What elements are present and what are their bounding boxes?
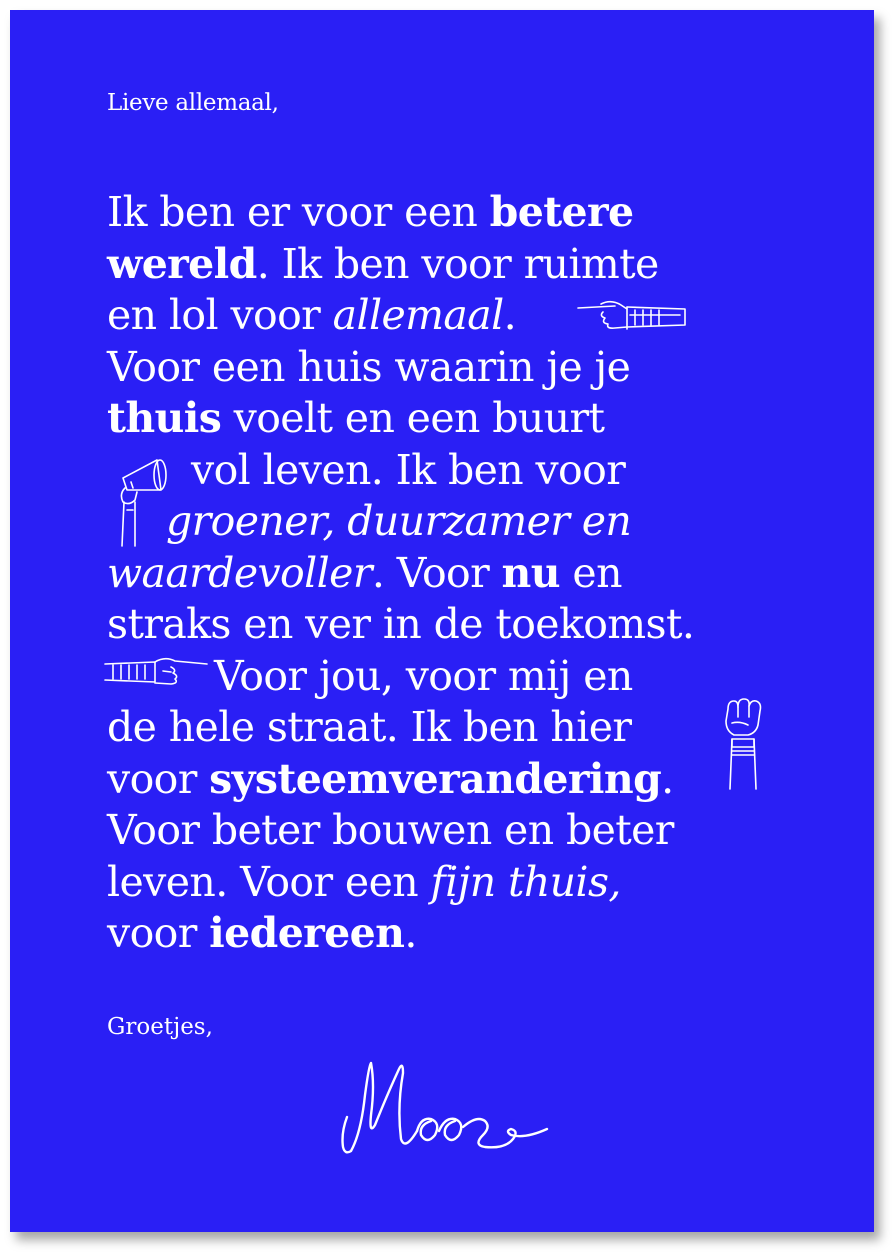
letter-line xyxy=(191,444,625,496)
letter-line xyxy=(107,701,631,753)
letter-line xyxy=(107,392,604,444)
letter-line xyxy=(107,186,634,238)
letter-line xyxy=(107,907,417,959)
letter-line xyxy=(166,495,631,547)
emphasis-italic: allemaal xyxy=(332,291,504,339)
text-segment: straks en ver in de toekomst. xyxy=(107,600,695,648)
text-segment: Ik ben er voor een xyxy=(107,188,490,236)
letter-line xyxy=(107,289,516,341)
text-segment: Voor jou, voor mij en xyxy=(214,652,633,700)
letter-line xyxy=(107,804,674,856)
letter-line xyxy=(107,341,630,393)
letter-line xyxy=(107,238,659,290)
text-segment: . xyxy=(503,291,517,339)
closing: Groetjes, xyxy=(107,1014,213,1040)
raised-fist-icon xyxy=(718,695,768,791)
emphasis-italic: fijn thuis, xyxy=(430,858,621,906)
letter-poster xyxy=(10,10,874,1232)
emphasis-bold: systeemverandering xyxy=(209,755,662,803)
letter-line xyxy=(107,598,694,650)
emphasis-bold: betere xyxy=(489,188,634,236)
text-segment: en lol voor xyxy=(107,291,333,339)
text-segment: voelt en een buurt xyxy=(221,394,605,442)
text-segment: vol leven. Ik ben voor xyxy=(191,446,626,494)
pointing-hand-left-icon xyxy=(575,295,690,335)
text-segment: leven. Voor een xyxy=(107,858,431,906)
text-segment: . xyxy=(661,755,674,803)
letter-line xyxy=(107,753,674,805)
emphasis-italic: waardevoller xyxy=(107,549,372,597)
text-segment: voor xyxy=(107,909,210,957)
text-segment: Voor een huis waarin je je xyxy=(107,343,631,391)
text-segment: . Voor xyxy=(371,549,502,597)
emphasis-italic: groener, duurzamer en xyxy=(166,497,632,545)
text-segment: Voor beter bouwen en beter xyxy=(107,806,674,854)
signature-moos xyxy=(335,1055,555,1160)
letter-line xyxy=(214,650,633,702)
letter-line xyxy=(107,547,622,599)
emphasis-bold: thuis xyxy=(107,394,222,442)
text-segment: voor xyxy=(107,755,210,803)
emphasis-bold: iedereen xyxy=(209,909,405,957)
text-segment: en xyxy=(559,549,622,597)
text-segment: . xyxy=(404,909,417,957)
emphasis-bold: wereld xyxy=(107,240,257,288)
text-segment: . Ik ben voor ruimte xyxy=(256,240,659,288)
megaphone-hand-icon xyxy=(113,448,183,548)
emphasis-bold: nu xyxy=(501,549,560,597)
greeting: Lieve allemaal, xyxy=(107,90,279,116)
letter-line xyxy=(107,856,621,908)
text-segment: de hele straat. Ik ben hier xyxy=(107,703,632,751)
pointing-hand-right-icon xyxy=(103,652,213,692)
